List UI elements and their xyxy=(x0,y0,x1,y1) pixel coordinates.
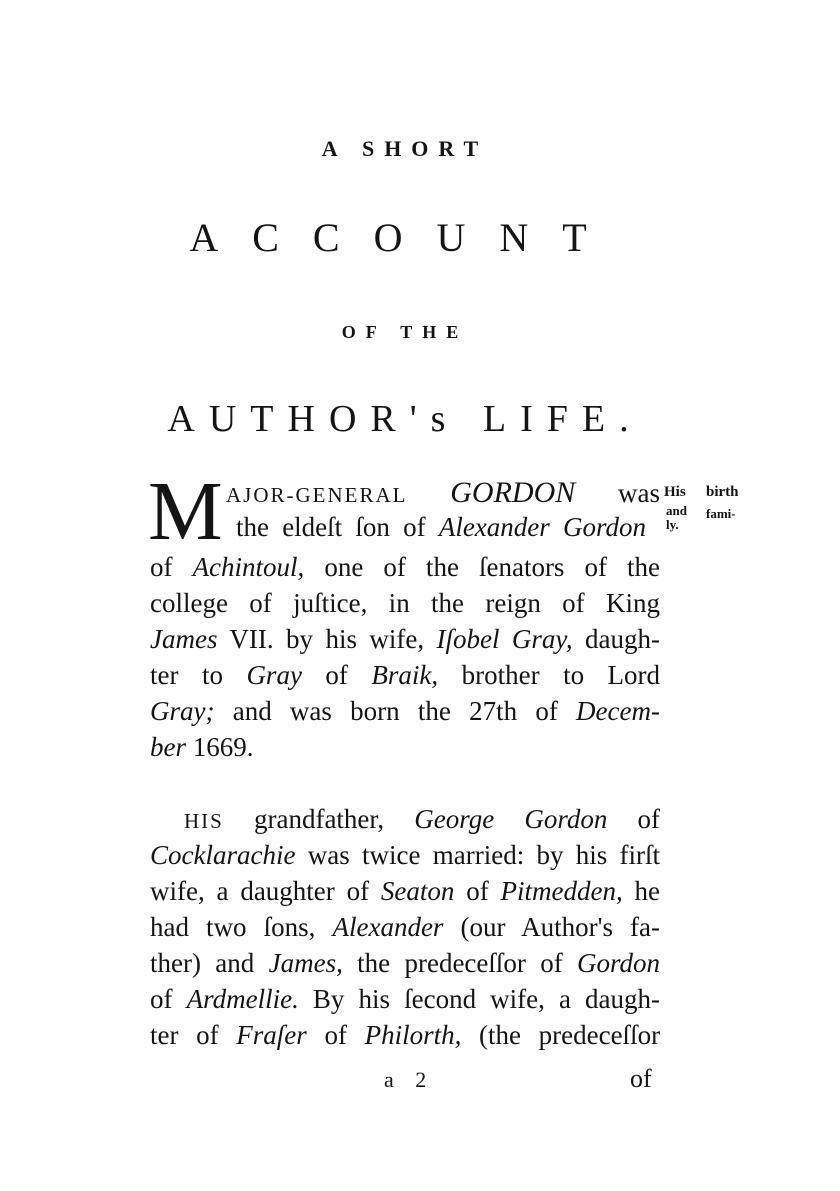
text-span: brother to Lord xyxy=(461,660,661,690)
text-span: was xyxy=(618,478,660,508)
text-line xyxy=(150,802,660,836)
text-span: of xyxy=(466,876,489,906)
text-line xyxy=(150,946,660,980)
text-span: of xyxy=(637,804,660,834)
text-span: the eldeſt ſon of xyxy=(236,512,426,542)
text-line xyxy=(150,910,660,944)
text-span: grandfather, xyxy=(253,804,385,834)
title-line-1: A SHORT xyxy=(321,136,489,161)
italic-name: Philorth, xyxy=(364,1020,462,1050)
text-span: was twice married: by his firſt xyxy=(307,840,661,870)
italic-name: Fraſer xyxy=(236,1020,307,1050)
text-span: had two ſons, xyxy=(150,912,316,942)
title-line-2: ACCOUNT xyxy=(189,215,621,260)
text-span: he xyxy=(634,876,661,906)
margin-note-word: His xyxy=(664,484,686,500)
italic-name: James xyxy=(150,624,218,654)
text-line xyxy=(150,730,660,764)
italic-name: Achintoul, xyxy=(192,552,305,582)
small-caps-text: HIS xyxy=(184,809,224,833)
italic-name: George Gordon xyxy=(414,804,608,834)
text-span: of xyxy=(325,660,348,690)
margin-note xyxy=(666,504,687,532)
italic-name: Cocklarachie xyxy=(150,840,296,870)
text-span: VII. by his wife, xyxy=(229,624,425,654)
signature-mark: a 2 xyxy=(384,1067,435,1092)
italic-name: Gordon xyxy=(577,948,661,978)
italic-name: Seaton xyxy=(380,876,455,906)
text-line xyxy=(150,550,660,584)
text-span: and was born the 27th of xyxy=(232,696,558,726)
italic-name: Braik, xyxy=(371,660,439,690)
text-span: ter to xyxy=(150,660,223,690)
text-span: one of the ſenators of the xyxy=(324,552,661,582)
margin-note-word: and xyxy=(666,503,687,518)
italic-name: Alexander Gordon xyxy=(438,512,647,542)
catchword: of xyxy=(630,1064,652,1093)
text-span: (the predeceſſor xyxy=(479,1020,661,1050)
italic-name: Gray; xyxy=(150,696,215,726)
drop-cap: M xyxy=(148,465,223,558)
italic-name: Gray xyxy=(246,660,302,690)
text-span: of xyxy=(324,1020,347,1050)
text-span: By his ſecond wife, a daugh- xyxy=(312,984,661,1014)
text-span: the predeceſſor of xyxy=(357,948,563,978)
margin-note xyxy=(664,484,686,500)
margin-note-word: birth xyxy=(706,484,739,500)
italic-name: GORDON xyxy=(450,476,576,509)
italic-name: Pitmedden, xyxy=(500,876,623,906)
text-span: ter of xyxy=(150,1020,219,1050)
text-line xyxy=(150,694,660,728)
text-span: ther) and xyxy=(150,948,255,978)
italic-name: ber xyxy=(150,732,186,762)
text-line xyxy=(150,622,660,656)
text-line xyxy=(150,838,660,872)
text-span: (our Author's fa- xyxy=(460,912,660,942)
text-line xyxy=(236,510,646,544)
margin-note-word: ly. xyxy=(666,517,679,532)
text-span: daugh- xyxy=(585,624,661,654)
text-span: of xyxy=(150,984,173,1014)
text-line xyxy=(226,476,660,510)
italic-name: James, xyxy=(268,948,343,978)
text-line xyxy=(150,874,660,908)
title-line-3: OF THE xyxy=(341,322,469,342)
margin-note-word: fami- xyxy=(706,506,736,521)
text-span: of xyxy=(150,552,173,582)
text-line: college of juſtice, in the reign of King xyxy=(150,588,660,618)
text-line xyxy=(150,1018,660,1052)
text-span: wife, a daughter of xyxy=(150,876,370,906)
italic-name: Ardmellie. xyxy=(186,984,299,1014)
italic-name: Iſobel Gray, xyxy=(436,624,573,654)
text-line xyxy=(150,658,660,692)
margin-note xyxy=(706,484,739,522)
italic-name: Decem- xyxy=(576,696,660,726)
text-span: 1669. xyxy=(192,732,254,762)
text-line xyxy=(150,982,660,1016)
small-caps-text: AJOR-GENERAL xyxy=(226,483,408,507)
italic-name: Alexander xyxy=(332,912,444,942)
title-line-4: AUTHOR's LIFE. xyxy=(167,398,643,440)
